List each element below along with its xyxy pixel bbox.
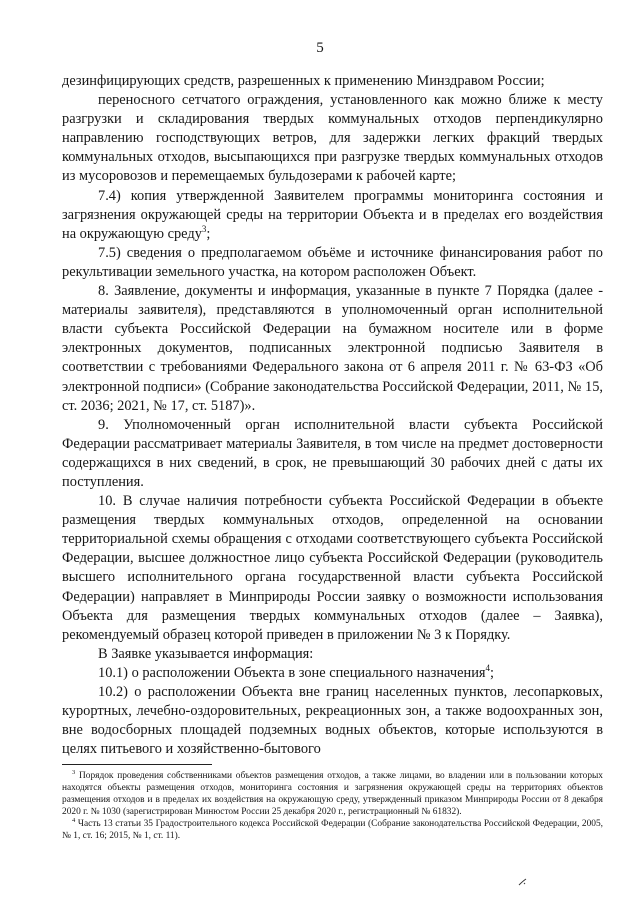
paragraph-fence: переносного сетчатого ограждения, установленного как можно ближе к месту разгрузки и складирования твердых коммунальных отходов перпендикулярно направлению господствующих ветров, для задержки легких фракций твердых коммунальных отходов, высыпающихся при разгрузке твердых коммунальных отходов из мусоровозов и перемещаемых бульдозерами к рабочей карте;	[62, 92, 603, 185]
paragraph-10: 10. В случае наличия потребности субъекта Российской Федерации в объекте размещения твердых коммунальных отходов, определенной на основании территориальной схемы обращения с отходами соответствующего субъекта Российской Федерации, высшее должностное лицо субъекта Российской Федерации (руководитель высшего исполнительного органа государственной власти субъекта Российской Федерации) направляет в Минприроды России заявку о возможности использования Объекта для размещения твердых коммунальных отходов (далее – Заявка), рекомендуемый образец которой приведен в приложении № 3 к Порядку.	[62, 493, 603, 643]
paragraph-8: 8. Заявление, документы и информация, указанные в пункте 7 Порядка (далее - материалы заявителя), представляются в уполномоченный орган исполнительной власти субъекта Российской Федерации на бумажном носителе или в форме электронных документов, подписанных электронной подписью Заявителя в соответствии с требованиями Федерального закона от 6 апреля 2011 г. № 63-ФЗ «Об электронной подписи» (Собрание законодательства Российской Федерации, 2011, № 15, ст. 2036; 2021, № 17, ст. 5187)».	[62, 283, 603, 414]
page-number: 5	[316, 40, 324, 56]
footnote-ref-4: 4	[485, 663, 491, 674]
footnote-text: Часть 13 статьи 35 Градостроительного кодекса Российской Федерации (Собрание законодательства Российской Федерации, 2005, № 1, ст. 16; 2015, № 1, ст. 11).	[62, 819, 604, 842]
footnote-3	[62, 770, 603, 818]
paragraph-ending: ;	[206, 225, 211, 242]
paragraph-text: 10.1) о расположении Объекта в зоне специального назначения	[98, 664, 486, 681]
footnote-mark: 4	[72, 817, 76, 825]
footnote-ref-3: 3	[201, 223, 207, 234]
footnote-4	[62, 818, 603, 842]
paragraph-9: 9. Уполномоченный орган исполнительной власти субъекта Российской Федерации рассматривает материалы Заявителя, в том числе на предмет достоверности содержащихся в них сведений, в срок, не превышающий 30 рабочих дней с даты их поступления.	[62, 416, 603, 490]
footnote-separator	[62, 764, 212, 765]
paragraph-ending: ;	[490, 664, 495, 681]
paragraph-7-4	[62, 187, 603, 244]
footnote-text: Порядок проведения собственниками объектов размещения отходов, а также лицами, во владении или в пользовании которых находятся объекты размещения отходов, мониторинга состояния и загрязнения окружающей среды на территориях объектов размещения отходов и в пределах их воздействия на окружающую среду, утвержденный приказом Минприроды России от 8 декабря 2020 г. № 1030 (зарегистрирован Минюстом России 25 декабря 2020 г., регистрационный № 61832).	[62, 771, 603, 818]
footnote-mark: 3	[72, 768, 76, 776]
footnotes	[62, 770, 603, 843]
paragraph-7-5: 7.5) сведения о предполагаемом объёме и источнике финансирования работ по рекультивации земельного участка, на котором расположен Объект.	[62, 244, 603, 280]
pen-mark	[518, 878, 528, 886]
paragraph-disinfectants: дезинфицирующих средств, разрешенных к применению Минздравом России;	[62, 73, 545, 89]
body-text	[62, 72, 603, 759]
paragraph-10-1	[62, 664, 603, 683]
paragraph-10-2: 10.2) о расположении Объекта вне границ населенных пунктов, лесопарковых, курортных, лечебно-оздоровительных, рекреационных зон, а также водоохранных зон, вне водосборных площадей подземных водных объектов, которые используются в целях питьевого и хозяйственно-бытового	[62, 684, 603, 758]
paragraph-request-info: В Заявке указывается информация:	[98, 645, 314, 662]
paragraph-text: 7.4) копия утвержденной Заявителем программы мониторинга состояния и загрязнения окружающей среды на территории Объекта и в пределах его воздействия на окружающую среду	[62, 187, 603, 242]
